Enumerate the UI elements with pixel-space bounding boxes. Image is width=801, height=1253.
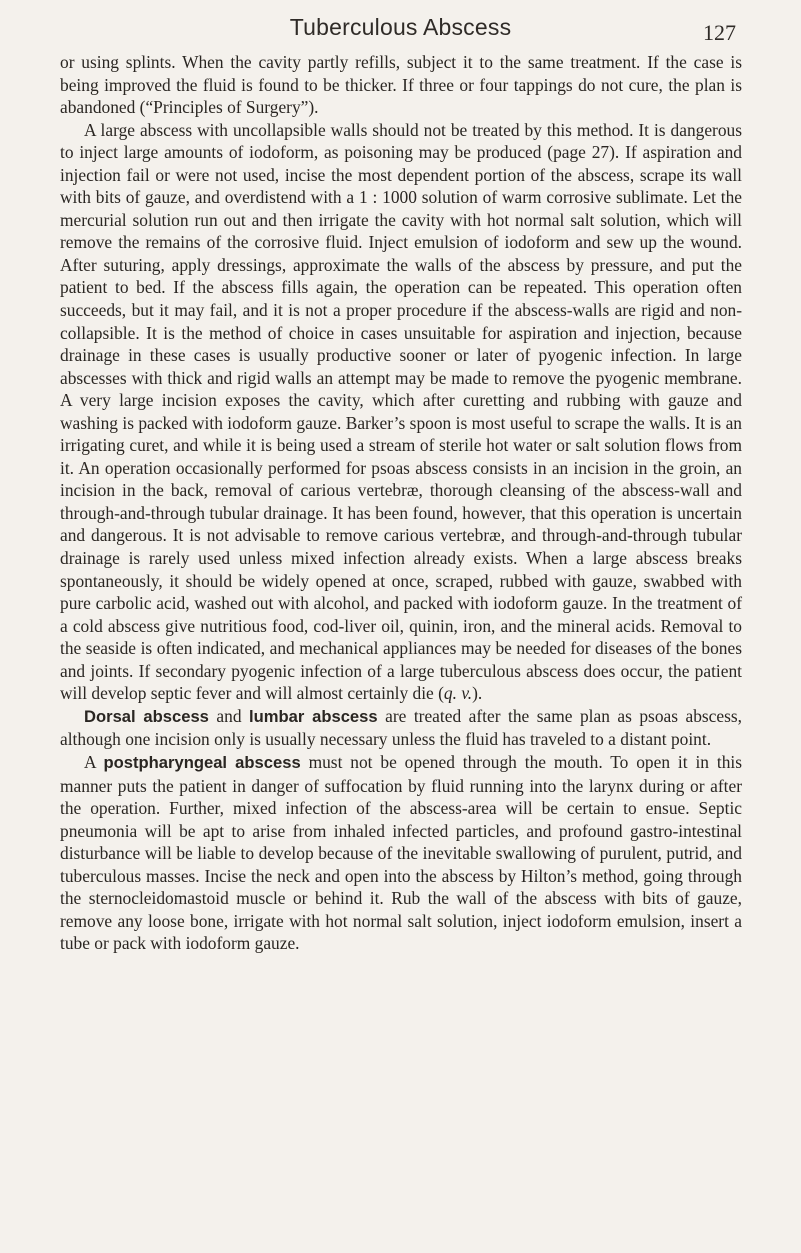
quod-vide: q. v.: [443, 683, 473, 704]
heading-postpharyngeal-abscess: postpharyngeal abscess: [103, 752, 301, 772]
paragraph-postpharyngeal: [60, 751, 742, 955]
paragraph-large-abscess-text: A large abscess with uncollapsible walls should not be treated by this method. It is dangerous to inject large amounts of iodoform, as poisoning may be produced (page 27). If aspiration and injection fail or were not used, incise the most dependent portion of the abscess, scrape its wall with bits of gauze, and overdistend with a 1 : 1000 solution of warm corrosive sublimate. Let the mercurial solution run out and then irrigate the cavity with hot normal salt solution, which will remove the remains of the corrosive fluid. Inject emulsion of iodoform and sew up the wound. After suturing, apply dressings, approximate the walls of the abscess by pressure, and put the patient to bed. If the abscess fills again, the operation can be repeated. This operation often succeeds, but it may fail, and it is not a proper procedure if the abscess-walls are rigid and non-collapsible. It is the method of choice in cases unsuitable for aspiration and injection, because drainage in these cases is usually productive sooner or later of pyogenic infection. In large abscesses with thick and rigid walls an attempt may be made to remove the pyogenic membrane. A very large incision exposes the cavity, which after curetting and rubbing with gauze and washing is packed with iodoform gauze. Barker’s spoon is most useful to scrape the walls. It is an irrigating curet, and while it is being used a stream of sterile hot water or salt solution flows from it. An operation occasionally performed for psoas abscess consists in an incision in the groin, an incision in the back, removal of carious vertebræ, thorough cleansing of the abscess-wall and through-and-through tubular drainage. It has been found, however, that this operation is uncertain and dangerous. It is not advisable to remove carious vertebræ, and through-and-through tubular drainage is rarely used unless mixed infection already exists. When a large abscess breaks spontaneously, it should be widely opened at once, scraped, rubbed with gauze, swabbed with pure carbolic acid, washed out with alcohol, and packed with iodoform gauze. In the treatment of a cold abscess give nutritious food, cod-liver oil, quinin, iron, and the mineral acids. Removal to the seaside is often indicated, and mechanical appliances may be needed for diseases of the bones and joints. If secondary pyogenic infection of a large tuberculous abscess does occur, the patient will develop septic fever and will almost certainly die (: [60, 119, 742, 704]
conjunction-and: and: [208, 705, 250, 726]
page-number: 127: [703, 20, 736, 45]
heading-lumbar-abscess: lumbar abscess: [249, 706, 378, 726]
article-a: A: [84, 751, 104, 772]
paragraph-dorsal-lumbar: [60, 705, 742, 751]
paragraph-large-abscess-end: ).: [472, 683, 483, 704]
running-title: Tuberculous Abscess: [289, 14, 512, 40]
running-head: [0, 10, 801, 46]
paragraph-postpharyngeal-text: must not be opened through the mouth. To open it in this manner puts the patient in danger of suffocation by fluid running into the larynx during or after the operation. Further, mixed infection of the abscess-area will be certain to ensue. Septic pneumonia will be apt to arise from inhaled infected particles, and profound gastro-intestinal disturbance will be liable to develop because of the inevitable swallowing of purulent, putrid, and tuberculous masses. Incise the neck and open into the abscess by Hilton’s method, going through the sternocleidomastoid muscle or behind it. Rub the wall of the abscess with bits of gauze, remove any loose bone, irrigate with hot normal salt solution, inject iodoform emulsion, insert a tube or pack with iodoform gauze.: [60, 751, 742, 954]
heading-dorsal-abscess: Dorsal abscess: [84, 706, 209, 726]
paragraph-continued: or using splints. When the cavity partly refills, subject it to the same treatment. If the case is being improved the fluid is found to be thicker. If three or four tappings do not cure, the plan is abandoned (“Principles of Surgery”).: [60, 52, 742, 118]
paragraph-large-abscess: [60, 119, 742, 705]
paragraph-dorsal-lumbar-text: are treated after the same plan as psoas abscess, although one incision only is usually necessary unless the fluid has traveled to a distant point.: [60, 705, 743, 750]
body-text: [60, 51, 742, 955]
